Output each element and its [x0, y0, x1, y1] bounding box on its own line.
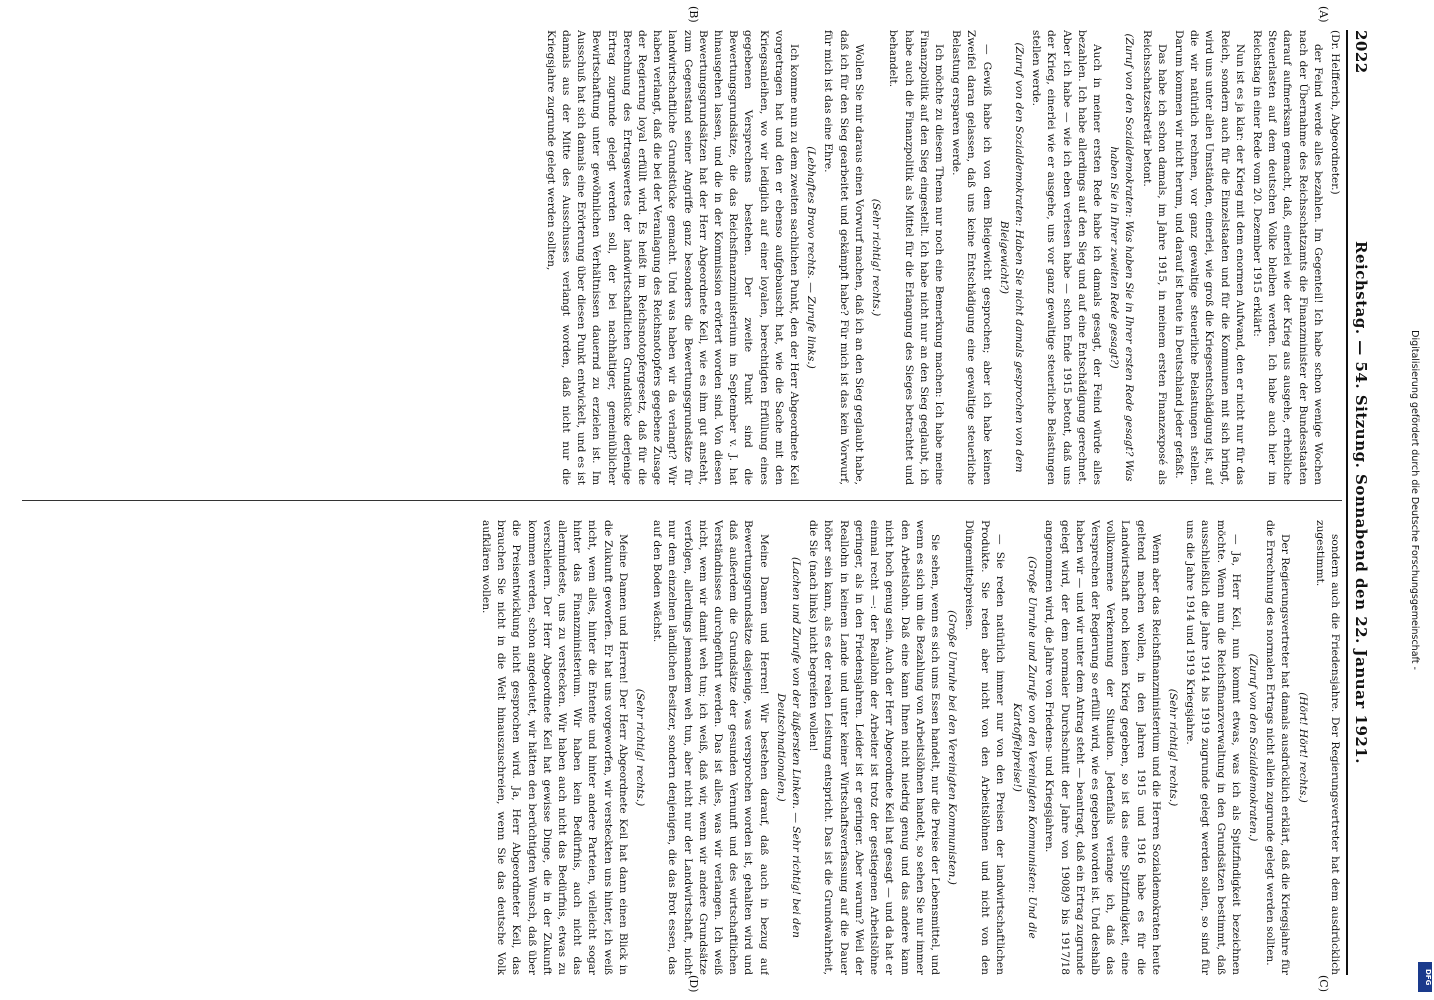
interjection: (Sehr richtig! rechts.) [634, 688, 647, 807]
paragraph: Meine Damen und Herren! Der Herr Abgeordnete Keil hat dann einen Blick in die Zukunft geworfen. Er hat uns vorgeworfen, wir versteckten uns hinter, ich weiß nicht, wem alles, hinter die Entente und hinter andere Parteien, vielleicht sogar hinter das Finanzministerium. Wir haben kein Bedürfnis, auch nicht das allermindeste, uns zu verstecken. Wir haben auch nicht das Bedürfnis, etwas zu verschleiern. Der Herr Abgeordnete Keil hat gewisse Dinge, die in der Zukunft kommen werden, schon angedeutet, wir hätten den berüchtigten Wunsch, daß über die Preisentwicklung nicht gesprochen wird. Ja, Herr Abgeordneter Keil, das brauchen Sie nicht in die Welt hinauszuschreien, wenn Sie das deutsche Volk aufklären wollen. [480, 520, 629, 975]
paragraph: Wenn aber das Reichsfinanzministerium und die Herren Sozialdemokraten heute geltend machen wollen, in den Jahren 1915 und 1916 habe es für die Landwirtschaft noch keinen Krieg gegeben, so ist das eine Spitzfindigkeit, eine vollkommene Verkennung der Situation. Jedenfalls verlange ich, daß das Versprechen der Regierung so erfüllt wird, wie es gegeben worden ist. Und deshalb haben wir — und wir unter dem Antrag steht — beantragt, daß ein Ertrag zugrunde gelegt wird, der dem normaler Durchschnitt der Jahre von 1908/9 bis 1917/18 angenommen wird, die Jahre von Friedens- und Kriegsjahren. [1043, 520, 1162, 975]
page-title: Reichstag. — 54. Sitzung. Sonnabend den 22. Januar 1921. [1352, 241, 1370, 764]
paragraph: Der Regierungsvertreter hat damals ausdrücklich erklärt, daß die Kriegsjahre für die Errechnung des normalen Ertrags nicht allein zugrunde gelegt werden sollten. [1264, 520, 1292, 975]
interjection: (Zuruf von den Sozialdemokraten.) [1246, 653, 1259, 842]
dfg-logo: DFG [1418, 962, 1432, 992]
paragraph: — Ja, Herr Keil, nun kommt etwas, was ich als Spitzfindigkeit bezeichnen möchte. Wenn nun die Reichsfinanzverwaltung in den Grundsätzen bestimmt, daß ausschließlich die Jahre 1914 bis 1919 zugrunde gelegt werden sollen, so sind für uns die Jahre 1914 und 1919 Kriegsjahre. [1184, 520, 1242, 975]
margin-marker-b: (B) [687, 6, 700, 23]
paragraph: Wollen Sie mir daraus einen Vorwurf machen, daß ich an den Sieg geglaubt habe, daß ich für den Sieg gearbeitet und gekämpft habe? Für mich ist das kein Vorwurf, für mich ist das eine Ehre. [822, 30, 865, 485]
paragraph: Nun ist es ja klar: der Krieg mit dem enormen Aufwand, den er nicht nur für das Reich, sondern auch für die Einzelstaaten und für die Kommunen mit sich bringt, wird uns unter allen Umständen, einerlei, wie groß die Kriegsentschädigung ist, auf die wir natürlich rechnen, vor ganz gewaltige steuerliche Belastungen stellen. Darum kommen wir nicht herum, und darauf ist heute in Deutschland jeder gefaßt. [1172, 30, 1246, 485]
paragraph: Ich möchte zu diesem Thema nur noch eine Bemerkung machen: Ich habe meine Finanzpolitik auf den Sieg eingestellt. Ich habe nicht nur an den Sieg geglaubt, ich habe auch die Finanzpolitik als Mittel für die Erlangung des Sieges betrachtet und behandelt. [887, 30, 945, 485]
interjection: (Lebhaftes Bravo rechts. — Zurufe links.) [805, 146, 818, 369]
margin-marker-c: (C) [1317, 975, 1330, 992]
page-header [1346, 30, 1378, 975]
interjection: (Große Unruhe und Zurufe von den Vereinigten Kommunisten: Und die Kartoffelpreise!) [1010, 556, 1039, 939]
interjection: (Lachen und Zurufe von der äußersten Linken. — Sehr richtig! bei den Deutschnationalen.) [774, 556, 803, 939]
column-divider [22, 500, 1342, 501]
footer-credit: Digitalisierung gefördert durch die Deutsche Forschungsgemeinschaft - [1409, 330, 1420, 670]
paragraph: sondern auch die Friedensjahre. Der Regierungsvertreter hat dem ausdrücklich zugestimmt. [1313, 520, 1341, 975]
paragraph: — Sie reden natürlich immer nur von den Preisen der landwirtschaftlichen Produkte. Sie reden aber nicht von den Arbeitslöhnen und nicht von den Düngemittelpreisen. [963, 520, 1006, 975]
interjection: (Zuruf von den Sozialdemokraten: Haben Sie nicht damals gesprochen von dem Bleigewicht?) [997, 42, 1025, 473]
interjection: (Sehr richtig! rechts.) [1166, 688, 1179, 807]
margin-marker-a: (A) [1317, 6, 1330, 23]
interjection: (Große Unruhe bei den Vereinigten Kommunisten.) [946, 610, 959, 885]
speaker-line: (Dr. Helfferich, Abgeordneter.) [1329, 30, 1341, 195]
paragraph: Das habe ich schon damals, im Jahre 1915, in meinem ersten Finanzexposé als Reichsschatzsekretär betont. [1140, 30, 1168, 485]
page-number: 2022 [1352, 30, 1370, 74]
right-column [22, 520, 1342, 975]
paragraph: Meine Damen und Herren! Wir bestehen darauf, daß auch in bezug auf Bewertungsgrundsätze dasjenige, was versprochen worden ist, gehalten wird und daß außerdem die Grundsätze der gesunden Vernunft und des wirtschaftlichen Verständnisses durchgeführt werden. Das ist alles, was wir verlangen. Ich weiß nicht, wem wir damit weh tun; ich weiß, daß wir, wenn wir andere Grundsätze verfolgen, allerdings jemandem weh tun, aber nicht nur der Landwirtschaft, nicht nur dem einzelnen ländlichen Besitzer, sondern denjenigen, die das Brot essen, das auf den Boden wächst. [651, 520, 770, 975]
interjection: (Sehr richtig! rechts.) [870, 198, 883, 317]
margin-marker-d: (D) [687, 975, 700, 993]
paragraph: Sie sehen, wenn es sich ums Essen handelt, nur die Preise der Lebensmittel, und wenn es sich um die Bezahlung von Arbeitslöhnen handelt, so sehen Sie nur immer den Arbeitslohn. Daß eine kann Ihnen nicht niedrig genug und das andere kann nicht hoch genug sein. Auch der Herr Abgeordnete Keil hat gesagt — und da hat er einmal recht —: der Reallohn der Arbeiter ist trotz der gestiegenen Arbeitslöhne geringer, als in den Friedensjahren. Leider ist er geringer. Aber warum? Weil der Reallohn in keinem Lande und unter keiner Wirtschaftsverfassung auf die Dauer höher sein kann, als es der realen Leistung entspricht. Das ist die Grundwahrheit, die Sie (nach links) nicht begreifen wollen! [807, 520, 941, 975]
interjection: (Hört! Hört! rechts.) [1296, 692, 1309, 803]
paragraph: Ich komme nun zu dem zweiten sachlichen Punkt, den der Herr Abgeordnete Keil vorgetragen hat und den er ebenso aufgebauscht hat, wie die Sache mit den Kriegsanleihen, wo wir lediglich auf einer loyalen, berechtigten Erfüllung eines gegebenen Versprechens bestehen. Der zweite Punkt sind die Bewertungsgrundsätze, die das Reichsfinanzministerium im September v. J. hat hinausgehen lassen, und die in der Kommission erörtert worden sind. Von diesen Bewertungsgrundsätzen hat der Herr Abgeordnete Keil, wie es ihm gut ansteht, zum Gegenstand seiner Angriffe ganz besonders die Bewertungsgrundsätze für landwirtschaftliche Grundstücke gemacht. Und was haben wir da verlangt? Wir haben verlangt, daß die bei der Veranlagung des Reichsnotopfers gegebene Zusage der Regierung loyal erfüllt wird. Es heißt im Reichsnotopfergesetz, daß für die Berechnung des Ertragswertes der landwirtschaftlichen Grundstücke derjenige Ertrag zugrunde gelegt werden soll, der bei nachhaltiger, gemeinüblicher Bewirtschaftung unter gewöhnlichen Verhältnissen dauernd zu erzielen ist. Im Ausschuß hat sich damals eine Erörterung über diesen Punkt entwickelt, und es ist damals aus der Mitte des Ausschusses verlangt worden, daß nicht nur die Kriegsjahre zugrunde gelegt werden sollten, [544, 30, 801, 485]
paragraph: der Feind werde alles bezahlen. Im Gegenteil! Ich habe schon wenige Wochen nach der Übernahme des Reichsschatzamts die Finanzminister der Bundesstaaten darauf aufmerksam gemacht, daß, einerlei wie der Krieg aus ausgehe, erhebliche Steuerlasten auf dem deutschen Volke bleiben werden. Ich habe auch hier im Reichstag in einer Rede vom 20. Dezember 1915 erklärt: [1250, 30, 1324, 485]
interjection: (Zuruf von den Sozialdemokraten: Was haben Sie in Ihrer ersten Rede gesagt? Was haben Sie in Ihrer zweiten Rede gesagt?) [1108, 33, 1136, 482]
paragraph: — Gewiß habe ich von dem Bleigewicht gesprochen; aber ich habe keinen Zweifel daran gelassen, daß uns keine Entschädigung eine gewaltige steuerliche Belastung ersparen werde. [950, 30, 993, 485]
paragraph: Auch in meiner ersten Rede habe ich damals gesagt, der Feind würde alles bezahlen. Ich habe allerdings auf den Sieg und auf eine Entschädigung gerechnet. Aber ich habe — wie ich eben verlesen habe — schon Ende 1915 betont, daß uns der Krieg, einerlei wie er ausgehe, uns vor ganz gewaltige steuerliche Belastungen stellen werde. [1030, 30, 1103, 485]
left-column [22, 30, 1342, 485]
